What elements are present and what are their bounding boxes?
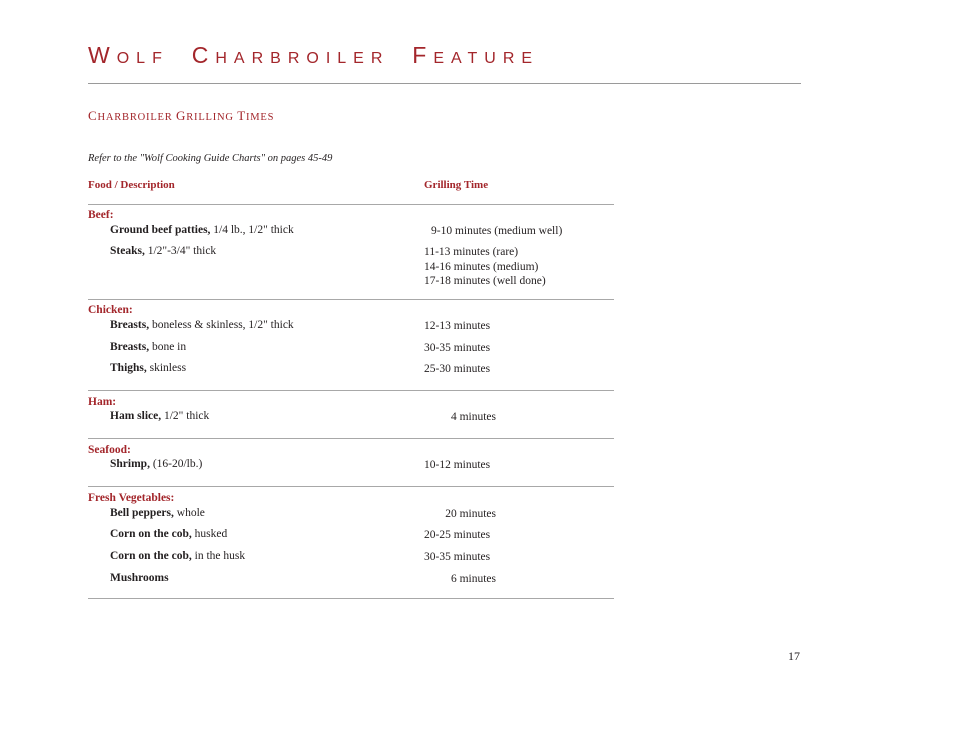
food-item-name: Thighs, bbox=[110, 362, 147, 374]
column-header-time: Grilling Time bbox=[424, 179, 489, 191]
food-item-detail: skinless bbox=[146, 362, 187, 374]
food-item bbox=[110, 410, 209, 422]
heading-word-rest: RILLING bbox=[186, 112, 234, 123]
grilling-time-line: 14-16 minutes (medium) bbox=[424, 260, 539, 273]
page-title bbox=[88, 42, 539, 69]
heading-initial: G bbox=[176, 108, 187, 123]
grilling-time-line: 17-18 minutes (well done) bbox=[424, 275, 546, 287]
food-item-detail: whole bbox=[173, 507, 205, 519]
food-item bbox=[110, 319, 294, 331]
food-item-detail: 1/2" thick bbox=[161, 410, 210, 422]
food-item-detail: 1/4 lb., 1/2" thick bbox=[210, 224, 294, 236]
heading-initial: T bbox=[237, 108, 246, 123]
intro-note: Refer to the "Wolf Cooking Guide Charts" on pages 45-49 bbox=[88, 153, 333, 164]
grilling-time-line: 9-10 minutes (medium well) bbox=[431, 225, 563, 237]
grilling-time-line: 30-35 minutes bbox=[424, 551, 491, 563]
grilling-time bbox=[380, 507, 496, 522]
grilling-time bbox=[424, 319, 490, 334]
food-item-detail: (16-20/lb.) bbox=[149, 458, 203, 470]
grilling-time-line: 12-13 minutes bbox=[424, 320, 491, 332]
category-heading: Ham: bbox=[88, 396, 117, 408]
grilling-time-line: 4 minutes bbox=[450, 411, 496, 423]
grilling-time-line: 20-25 minutes bbox=[424, 529, 491, 541]
food-item bbox=[110, 245, 216, 257]
food-item-name: Bell peppers, bbox=[110, 507, 174, 519]
category-heading: Beef: bbox=[88, 209, 114, 221]
food-item-detail: bone in bbox=[149, 341, 187, 353]
food-item bbox=[110, 341, 186, 353]
grilling-time-line: 25-30 minutes bbox=[424, 363, 491, 375]
grilling-time-line: 11-13 minutes (rare) bbox=[424, 246, 519, 258]
grilling-time bbox=[424, 458, 490, 473]
food-item bbox=[110, 458, 202, 470]
grilling-time bbox=[424, 341, 490, 356]
food-item-name: Ground beef patties, bbox=[110, 224, 211, 236]
table-divider bbox=[88, 299, 614, 300]
food-item-detail: in the husk bbox=[191, 550, 246, 562]
grilling-time bbox=[380, 572, 496, 587]
column-header-food: Food / Description bbox=[88, 179, 175, 191]
page-number: 17 bbox=[788, 649, 800, 663]
title-word-rest: OLF bbox=[116, 50, 169, 67]
food-item-detail: boneless & skinless, 1/2" thick bbox=[149, 319, 294, 331]
food-item-name: Corn on the cob, bbox=[110, 528, 192, 540]
category-heading: Chicken: bbox=[88, 304, 133, 316]
heading-initial: C bbox=[88, 108, 98, 123]
category-heading: Fresh Vegetables: bbox=[88, 492, 175, 504]
title-word-rest: EATURE bbox=[433, 50, 540, 67]
title-initial: W bbox=[88, 42, 117, 68]
category-heading: Seafood: bbox=[88, 444, 131, 456]
title-divider bbox=[88, 83, 801, 84]
grilling-time bbox=[424, 245, 546, 289]
heading-word-rest: HARBROILER bbox=[97, 112, 173, 123]
food-item-detail: 1/2"-3/4" thick bbox=[144, 245, 217, 257]
food-item bbox=[110, 362, 186, 374]
food-item-name: Corn on the cob, bbox=[110, 550, 192, 562]
grilling-time-line: 30-35 minutes bbox=[424, 342, 491, 354]
food-item bbox=[110, 550, 245, 562]
table-divider bbox=[88, 204, 614, 205]
grilling-time bbox=[424, 550, 490, 565]
table-divider bbox=[88, 438, 614, 439]
table-divider bbox=[88, 390, 614, 391]
food-item-name: Breasts, bbox=[110, 319, 150, 331]
title-initial: F bbox=[412, 42, 434, 68]
food-item-name: Breasts, bbox=[110, 341, 150, 353]
food-item bbox=[110, 528, 227, 540]
heading-word-rest: IMES bbox=[246, 112, 275, 123]
title-word-rest: HARBROILER bbox=[215, 50, 390, 67]
section-heading bbox=[88, 108, 274, 124]
food-item-detail: husked bbox=[191, 528, 228, 540]
grilling-time bbox=[380, 410, 496, 425]
grilling-time-line: 10-12 minutes bbox=[424, 459, 491, 471]
food-item-name: Ham slice, bbox=[110, 410, 162, 422]
food-item bbox=[110, 224, 294, 236]
grilling-time bbox=[424, 362, 490, 377]
food-item-name: Mushrooms bbox=[110, 572, 169, 584]
grilling-time bbox=[424, 528, 490, 543]
grilling-time bbox=[431, 224, 562, 239]
food-item-name: Steaks, bbox=[110, 245, 145, 257]
food-item-name: Shrimp, bbox=[110, 458, 150, 470]
title-initial: C bbox=[191, 42, 216, 68]
food-item bbox=[110, 507, 205, 519]
table-divider bbox=[88, 486, 614, 487]
food-item bbox=[110, 572, 169, 584]
grilling-time-line: 20 minutes bbox=[445, 508, 496, 520]
grilling-time-line: 6 minutes bbox=[450, 573, 496, 585]
table-divider bbox=[88, 598, 614, 599]
